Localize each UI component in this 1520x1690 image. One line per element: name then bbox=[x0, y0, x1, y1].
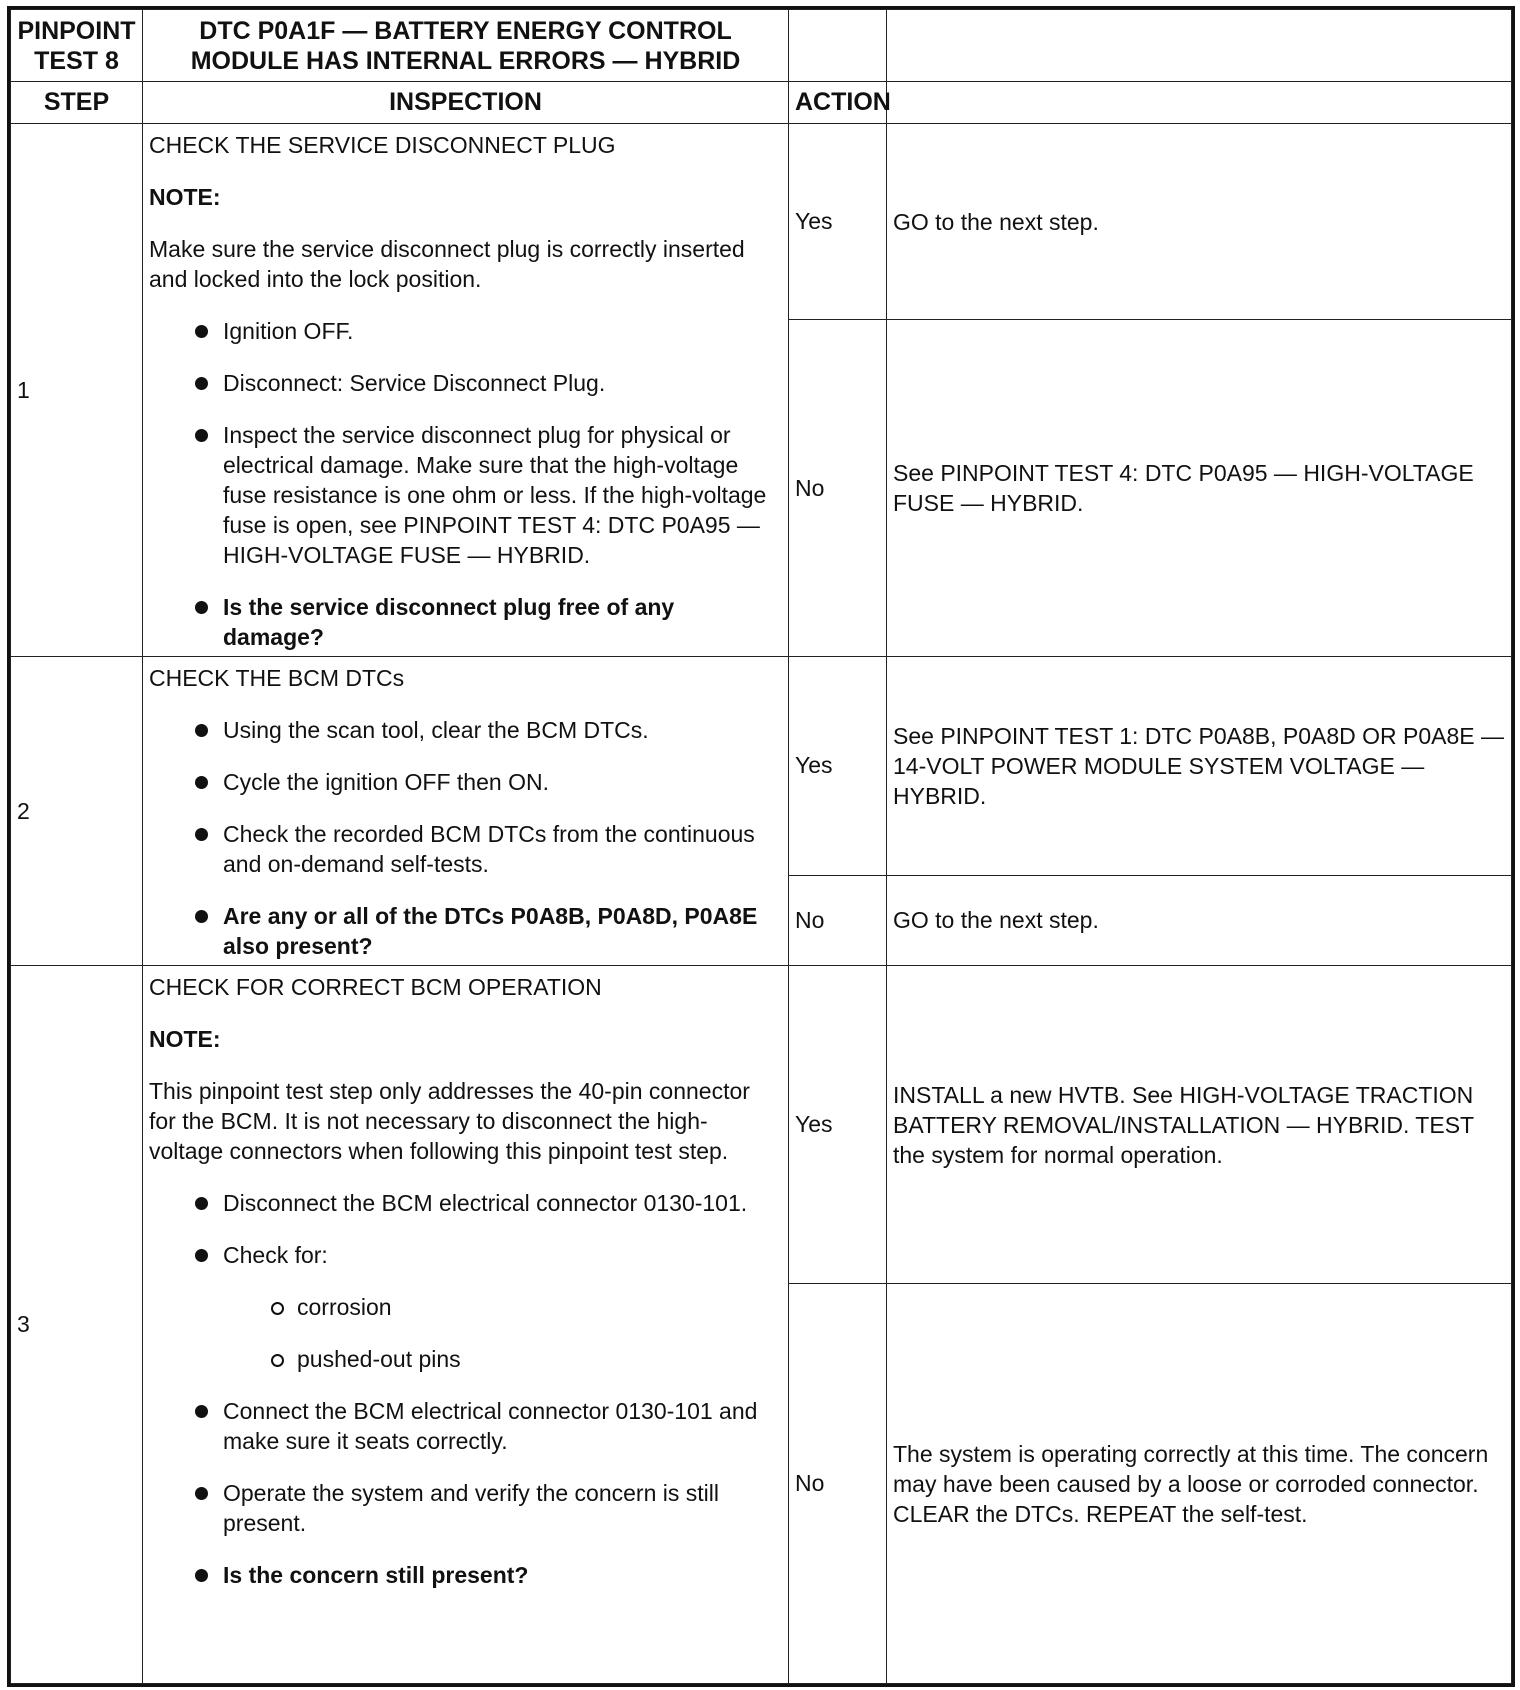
step-1-bullet-1: Ignition OFF. bbox=[195, 316, 780, 346]
step-3-bullet-4: Operate the system and verify the concern is still present. bbox=[195, 1478, 780, 1538]
step-1-question: Is the service disconnect plug free of any damage? bbox=[195, 592, 780, 652]
step-2-no-label: No bbox=[789, 875, 887, 965]
step-3-check-item-1: corrosion bbox=[271, 1292, 780, 1322]
pinpoint-test-table bbox=[10, 9, 1512, 1684]
step-3-no-action: The system is operating correctly at this time. The concern may have been caused by a loose or corroded connector. CLEAR the DTCs. REPEAT the self-test. bbox=[887, 1284, 1512, 1684]
step-3-question: Is the concern still present? bbox=[195, 1560, 780, 1590]
step-1-no-label: No bbox=[789, 320, 887, 657]
step-2-yes-action: See PINPOINT TEST 1: DTC P0A8B, P0A8D OR P0A8E — 14-VOLT POWER MODULE SYSTEM VOLTAGE — HYBRID. bbox=[887, 657, 1512, 876]
step-2-yes-label: Yes bbox=[789, 657, 887, 876]
column-inspection: INSPECTION bbox=[143, 82, 789, 124]
step-1-bullet-3: Inspect the service disconnect plug for physical or electrical damage. Make sure that the high-voltage fuse resistance is one ohm or less. If the high-voltage fuse is open, see PINPOINT TEST 4: DTC P0A95 — HIGH-VOLTAGE FUSE — HYBRID. bbox=[195, 420, 780, 570]
step-3-number: 3 bbox=[11, 966, 143, 1684]
step-2-bullet-3: Check the recorded BCM DTCs from the continuous and on-demand self-tests. bbox=[195, 819, 780, 879]
header-blank-action bbox=[789, 10, 887, 82]
step-2-inspection bbox=[143, 657, 789, 966]
step-1-bullet-list bbox=[149, 316, 780, 652]
step-3-check-for-label: Check for: bbox=[223, 1242, 328, 1268]
step-3-bullet-3: Connect the BCM electrical connector 0130-101 and make sure it seats correctly. bbox=[195, 1396, 780, 1456]
step-2-number: 2 bbox=[11, 657, 143, 966]
step-2-yes-row bbox=[11, 657, 1512, 876]
step-2-no-action: GO to the next step. bbox=[887, 875, 1512, 965]
step-3-yes-action: INSTALL a new HVTB. See HIGH-VOLTAGE TRACTION BATTERY REMOVAL/INSTALLATION — HYBRID. TEST the system for normal operation. bbox=[887, 966, 1512, 1284]
step-1-number: 1 bbox=[11, 124, 143, 657]
step-3-yes-label: Yes bbox=[789, 966, 887, 1284]
step-2-question: Are any or all of the DTCs P0A8B, P0A8D, P0A8E also present? bbox=[195, 901, 780, 961]
step-1-heading: CHECK THE SERVICE DISCONNECT PLUG bbox=[149, 132, 616, 158]
test-label: PINPOINT TEST 8 bbox=[11, 10, 143, 82]
step-3-check-item-2: pushed-out pins bbox=[271, 1344, 780, 1374]
step-3-yes-row bbox=[11, 966, 1512, 1284]
column-action: ACTION bbox=[789, 82, 887, 124]
step-3-heading: CHECK FOR CORRECT BCM OPERATION bbox=[149, 974, 602, 1000]
step-2-bullet-1: Using the scan tool, clear the BCM DTCs. bbox=[195, 715, 780, 745]
step-1-no-action: See PINPOINT TEST 4: DTC P0A95 — HIGH-VOLTAGE FUSE — HYBRID. bbox=[887, 320, 1512, 657]
step-1-note-label: NOTE: bbox=[149, 184, 221, 210]
step-3-bullet-check-for bbox=[195, 1240, 780, 1374]
step-3-no-label: No bbox=[789, 1284, 887, 1684]
step-3-bullet-list bbox=[149, 1188, 780, 1590]
step-1-yes-label: Yes bbox=[789, 124, 887, 320]
step-1-inspection bbox=[143, 124, 789, 657]
column-step: STEP bbox=[11, 82, 143, 124]
step-2-bullet-2: Cycle the ignition OFF then ON. bbox=[195, 767, 780, 797]
step-3-bullet-1: Disconnect the BCM electrical connector 0130-101. bbox=[195, 1188, 780, 1218]
step-3-inspection bbox=[143, 966, 789, 1684]
step-1-bullet-2: Disconnect: Service Disconnect Plug. bbox=[195, 368, 780, 398]
step-1-yes-row bbox=[11, 124, 1512, 320]
step-1-yes-action: GO to the next step. bbox=[887, 124, 1512, 320]
step-1-note-text: Make sure the service disconnect plug is correctly inserted and locked into the lock position. bbox=[149, 236, 745, 292]
title-row bbox=[11, 10, 1512, 82]
step-2-bullet-list bbox=[149, 715, 780, 961]
step-3-check-list bbox=[223, 1292, 780, 1374]
column-result-blank bbox=[887, 82, 1512, 124]
step-3-note-label: NOTE: bbox=[149, 1026, 221, 1052]
step-2-heading: CHECK THE BCM DTCs bbox=[149, 665, 405, 691]
step-3-note-text: This pinpoint test step only addresses the 40-pin connector for the BCM. It is not necessary to disconnect the high-voltage connectors when following this pinpoint test step. bbox=[149, 1078, 750, 1164]
pinpoint-test-document bbox=[7, 6, 1515, 1687]
column-header-row bbox=[11, 82, 1512, 124]
test-title: DTC P0A1F — BATTERY ENERGY CONTROL MODULE HAS INTERNAL ERRORS — HYBRID bbox=[143, 10, 789, 82]
header-blank-result bbox=[887, 10, 1512, 82]
